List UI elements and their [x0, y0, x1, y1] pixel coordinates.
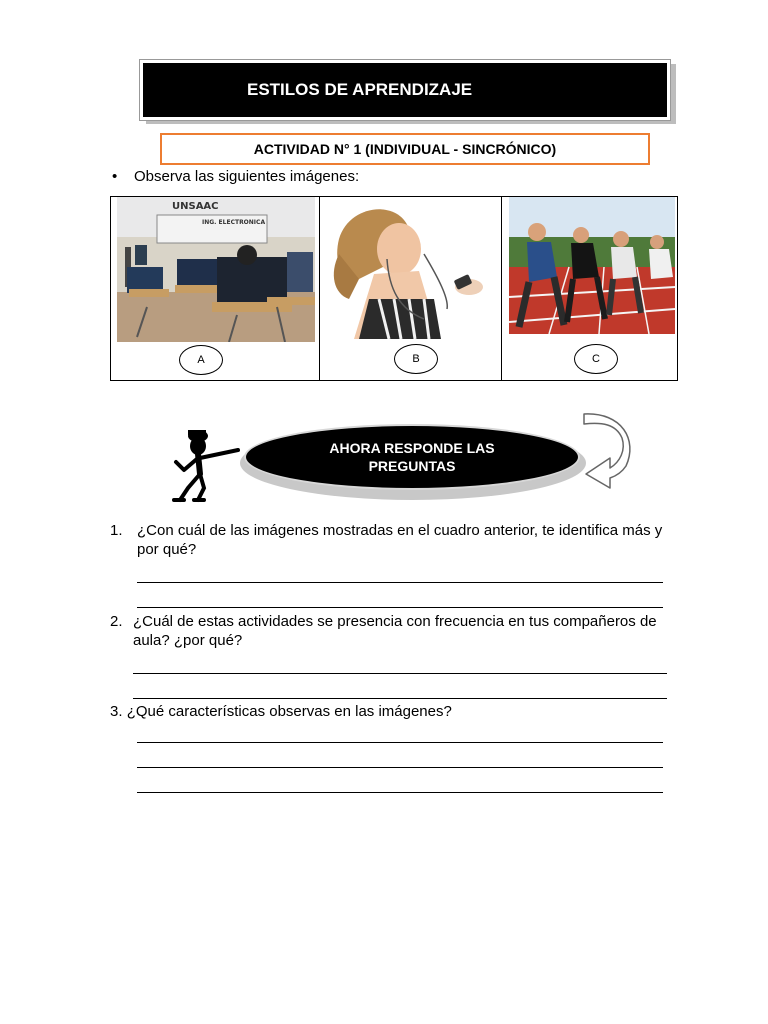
answer-callout	[244, 424, 580, 490]
image-a-classroom	[117, 197, 315, 342]
question-3-line-1: ¿Qué características observas en las imágenes?	[126, 703, 452, 720]
image-c-sprinters	[509, 197, 675, 334]
callout-line-2: PREGUNTAS	[368, 458, 456, 474]
image-a-sign-2: ING. ELECTRONICA	[202, 219, 266, 226]
image-a-label: A	[179, 345, 223, 375]
question-1-line-2: por qué?	[137, 541, 197, 558]
curved-arrow-icon	[582, 410, 638, 496]
activity-title: ACTIVIDAD N° 1 (INDIVIDUAL - SINCRÓNICO)	[253, 141, 557, 157]
pointing-figure-icon	[168, 428, 242, 504]
page-title: ESTILOS DE APRENDIZAJE	[247, 80, 473, 99]
question-2-line-1: ¿Cuál de estas actividades se presencia con frecuencia en tus compañeros de	[133, 613, 657, 630]
image-b-label: B	[394, 344, 438, 374]
question-2-line-2: aula? ¿por qué?	[133, 632, 243, 649]
answer-line[interactable]	[133, 698, 667, 699]
callout-line-1: AHORA RESPONDE LAS	[329, 440, 495, 456]
question-1-line-1: ¿Con cuál de las imágenes mostradas en el cuadro anterior, te identifica más y	[137, 522, 663, 539]
intro-line	[112, 168, 359, 185]
table-divider	[501, 197, 502, 380]
image-c-label: C	[574, 344, 618, 374]
intro-text: Observa las siguientes imágenes:	[134, 168, 360, 185]
question-3-text	[110, 702, 452, 721]
activity-box	[160, 133, 650, 165]
bullet-icon: •	[112, 168, 118, 185]
question-1-text	[137, 521, 682, 559]
answer-line[interactable]	[137, 742, 663, 743]
answer-line[interactable]	[137, 792, 663, 793]
question-2-text	[133, 612, 678, 650]
answer-line[interactable]	[137, 607, 663, 608]
question-3-number: 3.	[110, 703, 123, 720]
table-divider	[319, 197, 320, 380]
answer-line[interactable]	[137, 767, 663, 768]
image-table	[110, 196, 678, 381]
answer-line[interactable]	[133, 673, 667, 674]
title-banner	[140, 60, 670, 120]
answer-line[interactable]	[137, 582, 663, 583]
image-a-sign-1: UNSAAC	[172, 201, 219, 212]
question-1-number: 1.	[110, 522, 123, 539]
image-b-music-listener	[329, 199, 489, 339]
question-2-number: 2.	[110, 613, 123, 630]
